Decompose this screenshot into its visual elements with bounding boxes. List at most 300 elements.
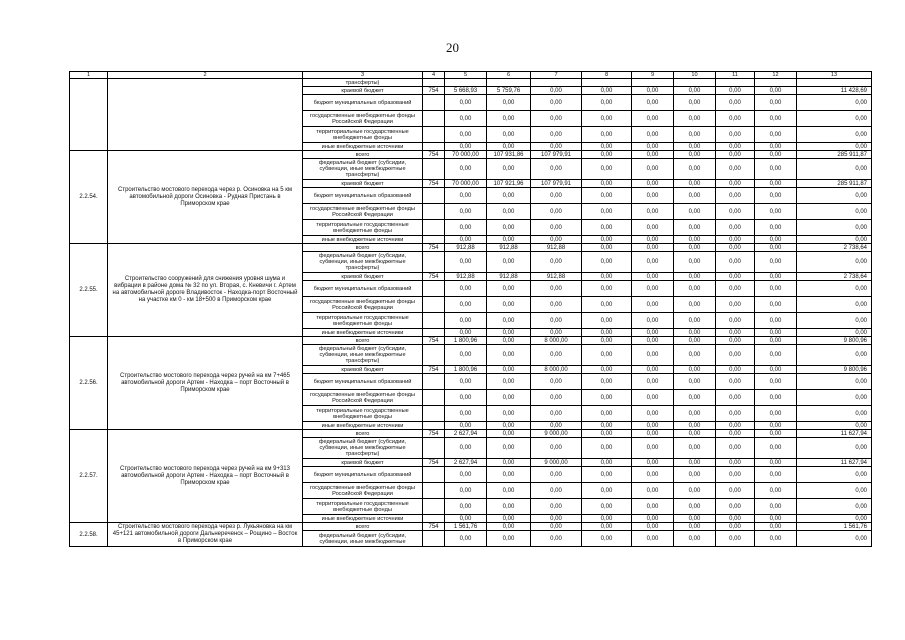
year-value-cell: 0,00 [632, 220, 674, 236]
year-value-cell: 0,00 [755, 87, 797, 95]
table-row [70, 523, 872, 531]
year-value-cell: 0,00 [632, 499, 674, 515]
year-value-cell: 0,00 [487, 499, 531, 515]
column-header: 6 [487, 72, 531, 79]
year-value-cell: 0,00 [674, 297, 716, 313]
year-value-cell: 9 000,00 [531, 430, 582, 438]
funding-source-cell: краевой бюджет [303, 366, 423, 374]
year-value-cell: 0,00 [755, 422, 797, 430]
year-value-cell: 912,88 [487, 244, 531, 252]
year-value-cell: 0,00 [531, 127, 582, 143]
year-value-cell: 0,00 [755, 337, 797, 345]
kbk-cell [423, 188, 445, 204]
column-header: 5 [445, 72, 487, 79]
funding-source-cell: иные внебюджетные источники [303, 422, 423, 430]
year-value-cell: 9 000,00 [531, 459, 582, 467]
year-value-cell: 0,00 [487, 374, 531, 390]
total-cell: 0,00 [797, 499, 872, 515]
year-value-cell: 0,00 [755, 188, 797, 204]
kbk-cell: 754 [423, 87, 445, 95]
year-value-cell: 912,88 [531, 244, 582, 252]
year-value-cell: 0,00 [445, 159, 487, 180]
year-value-cell: 0,00 [716, 143, 755, 151]
kbk-cell [423, 159, 445, 180]
funding-source-cell: территориальные государственные внебюджетные фонды [303, 220, 423, 236]
year-value-cell: 0,00 [531, 406, 582, 422]
year-value-cell [755, 79, 797, 87]
year-value-cell: 0,00 [487, 345, 531, 366]
year-value-cell: 0,00 [487, 329, 531, 337]
year-value-cell: 0,00 [445, 483, 487, 499]
column-header: 7 [531, 72, 582, 79]
funding-source-cell: государственные внебюджетные фонды Российской Федерации [303, 204, 423, 220]
year-value-cell: 0,00 [582, 438, 632, 459]
year-value-cell: 0,00 [674, 374, 716, 390]
year-value-cell: 0,00 [674, 390, 716, 406]
year-value-cell: 0,00 [755, 204, 797, 220]
year-value-cell: 0,00 [445, 390, 487, 406]
year-value-cell: 0,00 [716, 499, 755, 515]
year-value-cell: 0,00 [755, 151, 797, 159]
kbk-cell [423, 438, 445, 459]
year-value-cell: 0,00 [632, 180, 674, 188]
year-value-cell: 107 931,86 [487, 151, 531, 159]
year-value-cell: 0,00 [582, 159, 632, 180]
measure-name-cell: Строительство мостового перехода через р. Осиновка на 5 км автомобильной дороги Осиновка - Рудная Пристань в Приморском крае [108, 151, 303, 244]
year-value-cell: 0,00 [445, 422, 487, 430]
year-value-cell: 0,00 [445, 313, 487, 329]
kbk-cell [423, 313, 445, 329]
year-value-cell: 0,00 [632, 374, 674, 390]
total-cell: 11 627,94 [797, 459, 872, 467]
year-value-cell: 0,00 [445, 374, 487, 390]
year-value-cell: 0,00 [582, 374, 632, 390]
year-value-cell: 0,00 [445, 467, 487, 483]
measure-code-cell: 2.2.54. [70, 151, 108, 244]
year-value-cell: 0,00 [582, 236, 632, 244]
kbk-cell: 754 [423, 523, 445, 531]
year-value-cell: 0,00 [487, 204, 531, 220]
year-value-cell: 0,00 [487, 483, 531, 499]
year-value-cell: 0,00 [674, 273, 716, 281]
total-cell: 0,00 [797, 374, 872, 390]
funding-source-cell: иные внебюджетные источники [303, 515, 423, 523]
table-row [70, 151, 872, 159]
year-value-cell: 0,00 [632, 329, 674, 337]
year-value-cell: 0,00 [674, 281, 716, 297]
year-value-cell: 0,00 [582, 87, 632, 95]
column-header: 13 [797, 72, 872, 79]
year-value-cell: 0,00 [445, 345, 487, 366]
funding-source-cell: территориальные государственные внебюджетные фонды [303, 406, 423, 422]
year-value-cell: 0,00 [674, 523, 716, 531]
year-value-cell: 0,00 [445, 515, 487, 523]
year-value-cell: 0,00 [716, 459, 755, 467]
year-value-cell: 0,00 [582, 297, 632, 313]
year-value-cell: 0,00 [582, 467, 632, 483]
year-value-cell: 0,00 [632, 281, 674, 297]
year-value-cell: 0,00 [487, 313, 531, 329]
year-value-cell: 0,00 [755, 406, 797, 422]
year-value-cell: 0,00 [445, 297, 487, 313]
year-value-cell: 0,00 [674, 180, 716, 188]
year-value-cell: 0,00 [755, 143, 797, 151]
year-value-cell: 0,00 [716, 204, 755, 220]
year-value-cell: 0,00 [531, 313, 582, 329]
column-header: 1 [70, 72, 108, 79]
year-value-cell: 0,00 [582, 329, 632, 337]
year-value-cell: 0,00 [582, 180, 632, 188]
total-cell: 0,00 [797, 204, 872, 220]
year-value-cell: 0,00 [716, 422, 755, 430]
year-value-cell: 0,00 [531, 345, 582, 366]
year-value-cell: 0,00 [755, 459, 797, 467]
table-row [70, 79, 872, 87]
total-cell [797, 79, 872, 87]
year-value-cell: 0,00 [582, 422, 632, 430]
year-value-cell: 0,00 [582, 531, 632, 547]
year-value-cell: 0,00 [674, 313, 716, 329]
year-value-cell: 0,00 [531, 297, 582, 313]
table-row [70, 244, 872, 252]
year-value-cell: 0,00 [582, 390, 632, 406]
header-row [70, 72, 872, 79]
total-cell: 0,00 [797, 252, 872, 273]
year-value-cell: 0,00 [531, 159, 582, 180]
total-cell: 11 428,69 [797, 87, 872, 95]
kbk-cell [423, 406, 445, 422]
total-cell: 0,00 [797, 159, 872, 180]
year-value-cell: 0,00 [632, 345, 674, 366]
year-value-cell: 0,00 [487, 366, 531, 374]
kbk-cell [423, 515, 445, 523]
total-cell: 9 800,96 [797, 337, 872, 345]
year-value-cell: 0,00 [674, 422, 716, 430]
year-value-cell: 0,00 [755, 438, 797, 459]
year-value-cell: 0,00 [632, 188, 674, 204]
year-value-cell: 1 800,96 [445, 366, 487, 374]
year-value-cell: 0,00 [755, 252, 797, 273]
kbk-cell [423, 467, 445, 483]
total-cell: 0,00 [797, 188, 872, 204]
year-value-cell: 0,00 [582, 499, 632, 515]
year-value-cell: 0,00 [487, 531, 531, 547]
year-value-cell: 0,00 [755, 159, 797, 180]
year-value-cell: 0,00 [674, 459, 716, 467]
year-value-cell: 0,00 [755, 180, 797, 188]
year-value-cell: 912,88 [445, 244, 487, 252]
year-value-cell: 0,00 [674, 111, 716, 127]
year-value-cell: 0,00 [716, 515, 755, 523]
kbk-cell [423, 252, 445, 273]
year-value-cell: 0,00 [487, 523, 531, 531]
year-value-cell: 0,00 [531, 531, 582, 547]
year-value-cell: 0,00 [755, 430, 797, 438]
year-value-cell: 1 800,96 [445, 337, 487, 345]
kbk-cell [423, 95, 445, 111]
year-value-cell: 0,00 [674, 87, 716, 95]
year-value-cell: 0,00 [632, 236, 674, 244]
year-value-cell: 0,00 [674, 244, 716, 252]
year-value-cell: 0,00 [531, 188, 582, 204]
year-value-cell [487, 79, 531, 87]
year-value-cell: 0,00 [674, 438, 716, 459]
year-value-cell: 0,00 [487, 159, 531, 180]
funding-source-cell: федеральный бюджет (субсидии, субвенции, иные межбюджетные [303, 531, 423, 547]
year-value-cell: 0,00 [582, 151, 632, 159]
year-value-cell: 2 627,94 [445, 430, 487, 438]
year-value-cell: 0,00 [755, 329, 797, 337]
year-value-cell: 0,00 [716, 430, 755, 438]
year-value-cell: 0,00 [716, 483, 755, 499]
column-header: 4 [423, 72, 445, 79]
measure-name-cell: Строительство сооружений для снижения уровня шума и вибрации в районе дома № 32 по ул. Вторая, с. Кневичи г. Артем на автомобильной дороге Владивосток - Находка-порт Восточный на участке км 0 - км 18+500 в Приморском крае [108, 244, 303, 337]
year-value-cell: 0,00 [632, 297, 674, 313]
kbk-cell [423, 345, 445, 366]
year-value-cell: 0,00 [632, 438, 674, 459]
table-row [70, 337, 872, 345]
total-cell: 0,00 [797, 467, 872, 483]
year-value-cell: 0,00 [487, 127, 531, 143]
year-value-cell: 0,00 [716, 87, 755, 95]
kbk-cell [423, 143, 445, 151]
year-value-cell: 0,00 [632, 515, 674, 523]
year-value-cell: 0,00 [674, 127, 716, 143]
year-value-cell: 107 979,91 [531, 180, 582, 188]
year-value-cell: 0,00 [716, 127, 755, 143]
year-value-cell: 0,00 [632, 313, 674, 329]
year-value-cell: 0,00 [674, 188, 716, 204]
funding-source-cell: федеральный бюджет (субсидии, субвенции, иные межбюджетные трансферты) [303, 345, 423, 366]
year-value-cell: 0,00 [445, 406, 487, 422]
year-value-cell: 0,00 [755, 313, 797, 329]
kbk-cell [423, 422, 445, 430]
total-cell: 0,00 [797, 127, 872, 143]
year-value-cell: 0,00 [531, 438, 582, 459]
year-value-cell: 912,88 [531, 273, 582, 281]
kbk-cell [423, 329, 445, 337]
year-value-cell: 0,00 [755, 297, 797, 313]
column-header: 12 [755, 72, 797, 79]
measure-name-cell: Строительство мостового перехода через ручей на км 7+465 автомобильной дороги Артем - Находка – порт Восточный в Приморском крае [108, 337, 303, 430]
year-value-cell [674, 79, 716, 87]
total-cell: 285 911,87 [797, 151, 872, 159]
funding-source-cell: бюджет муниципальных образований [303, 467, 423, 483]
year-value-cell: 0,00 [716, 467, 755, 483]
year-value-cell: 0,00 [716, 329, 755, 337]
kbk-cell [423, 499, 445, 515]
total-cell: 0,00 [797, 313, 872, 329]
year-value-cell: 0,00 [445, 531, 487, 547]
year-value-cell: 0,00 [632, 127, 674, 143]
funding-source-cell: краевой бюджет [303, 273, 423, 281]
year-value-cell: 0,00 [582, 515, 632, 523]
total-cell: 2 738,64 [797, 244, 872, 252]
year-value-cell: 2 627,94 [445, 459, 487, 467]
year-value-cell: 0,00 [674, 467, 716, 483]
year-value-cell: 1 561,76 [445, 523, 487, 531]
year-value-cell: 0,00 [582, 95, 632, 111]
kbk-cell [423, 236, 445, 244]
year-value-cell: 0,00 [445, 188, 487, 204]
year-value-cell: 0,00 [632, 531, 674, 547]
funding-source-cell: территориальные государственные внебюджетные фонды [303, 313, 423, 329]
year-value-cell: 5 668,93 [445, 87, 487, 95]
year-value-cell: 0,00 [716, 220, 755, 236]
funding-source-cell: государственные внебюджетные фонды Российской Федерации [303, 297, 423, 313]
measure-name-cell [108, 79, 303, 151]
year-value-cell: 0,00 [445, 281, 487, 297]
year-value-cell: 0,00 [755, 111, 797, 127]
total-cell: 0,00 [797, 220, 872, 236]
year-value-cell: 912,88 [445, 273, 487, 281]
year-value-cell: 0,00 [582, 111, 632, 127]
year-value-cell: 0,00 [674, 204, 716, 220]
year-value-cell: 0,00 [445, 143, 487, 151]
year-value-cell: 0,00 [632, 204, 674, 220]
year-value-cell: 0,00 [632, 467, 674, 483]
year-value-cell: 0,00 [674, 515, 716, 523]
year-value-cell: 0,00 [632, 523, 674, 531]
year-value-cell: 0,00 [487, 515, 531, 523]
funding-source-cell: государственные внебюджетные фонды Российской Федерации [303, 483, 423, 499]
year-value-cell: 0,00 [716, 252, 755, 273]
year-value-cell: 0,00 [487, 390, 531, 406]
measure-name-cell: Строительство мостового перехода через р. Лукьяновка на км 45+121 автомобильной дороги Дальнереченск – Рощино – Восток в Приморском крае [108, 523, 303, 547]
year-value-cell: 0,00 [632, 337, 674, 345]
funding-source-cell: трансферты) [303, 79, 423, 87]
year-value-cell: 0,00 [531, 467, 582, 483]
year-value-cell: 0,00 [531, 252, 582, 273]
year-value-cell: 0,00 [716, 95, 755, 111]
year-value-cell: 0,00 [582, 204, 632, 220]
budget-table [69, 71, 872, 547]
year-value-cell: 0,00 [531, 236, 582, 244]
column-header: 10 [674, 72, 716, 79]
year-value-cell: 0,00 [674, 531, 716, 547]
year-value-cell: 0,00 [445, 95, 487, 111]
year-value-cell: 0,00 [716, 531, 755, 547]
year-value-cell: 0,00 [632, 252, 674, 273]
kbk-cell: 754 [423, 273, 445, 281]
funding-source-cell: бюджет муниципальных образований [303, 281, 423, 297]
year-value-cell: 0,00 [531, 483, 582, 499]
kbk-cell [423, 531, 445, 547]
year-value-cell: 0,00 [674, 236, 716, 244]
year-value-cell: 0,00 [487, 95, 531, 111]
total-cell: 0,00 [797, 111, 872, 127]
year-value-cell: 0,00 [632, 159, 674, 180]
year-value-cell: 0,00 [487, 297, 531, 313]
year-value-cell: 0,00 [716, 438, 755, 459]
kbk-cell [423, 297, 445, 313]
year-value-cell: 0,00 [531, 143, 582, 151]
year-value-cell: 0,00 [755, 483, 797, 499]
year-value-cell: 0,00 [582, 244, 632, 252]
year-value-cell: 0,00 [674, 143, 716, 151]
year-value-cell: 0,00 [674, 337, 716, 345]
measure-code-cell: 2.2.58. [70, 523, 108, 547]
year-value-cell: 0,00 [531, 111, 582, 127]
year-value-cell: 0,00 [632, 459, 674, 467]
funding-source-cell: федеральный бюджет (субсидии, субвенции, иные межбюджетные трансферты) [303, 438, 423, 459]
total-cell: 0,00 [797, 531, 872, 547]
year-value-cell: 107 979,91 [531, 151, 582, 159]
total-cell: 0,00 [797, 438, 872, 459]
year-value-cell: 0,00 [755, 236, 797, 244]
year-value-cell: 912,88 [487, 273, 531, 281]
year-value-cell: 0,00 [755, 499, 797, 515]
year-value-cell: 0,00 [674, 345, 716, 366]
year-value-cell: 0,00 [582, 459, 632, 467]
kbk-cell [423, 220, 445, 236]
kbk-cell: 754 [423, 337, 445, 345]
funding-source-cell: иные внебюджетные источники [303, 236, 423, 244]
funding-source-cell: всего [303, 523, 423, 531]
year-value-cell: 0,00 [632, 111, 674, 127]
kbk-cell [423, 127, 445, 143]
year-value-cell: 0,00 [487, 281, 531, 297]
year-value-cell: 0,00 [487, 459, 531, 467]
year-value-cell: 70 000,00 [445, 180, 487, 188]
total-cell: 0,00 [797, 236, 872, 244]
year-value-cell: 0,00 [755, 273, 797, 281]
year-value-cell: 0,00 [445, 329, 487, 337]
year-value-cell: 0,00 [582, 313, 632, 329]
funding-source-cell: всего [303, 151, 423, 159]
year-value-cell: 0,00 [582, 366, 632, 374]
page-number: 20 [446, 40, 459, 55]
year-value-cell: 0,00 [674, 366, 716, 374]
year-value-cell [632, 79, 674, 87]
kbk-cell: 754 [423, 180, 445, 188]
year-value-cell: 0,00 [674, 252, 716, 273]
year-value-cell: 8 000,00 [531, 337, 582, 345]
year-value-cell: 0,00 [582, 406, 632, 422]
funding-source-cell: территориальные государственные внебюджетные фонды [303, 127, 423, 143]
funding-source-cell: краевой бюджет [303, 459, 423, 467]
total-cell: 0,00 [797, 281, 872, 297]
funding-source-cell: бюджет муниципальных образований [303, 95, 423, 111]
year-value-cell: 0,00 [674, 151, 716, 159]
year-value-cell: 0,00 [582, 188, 632, 204]
total-cell: 285 911,87 [797, 180, 872, 188]
year-value-cell: 0,00 [531, 499, 582, 515]
year-value-cell: 0,00 [531, 220, 582, 236]
year-value-cell: 0,00 [531, 281, 582, 297]
funding-source-cell: бюджет муниципальных образований [303, 374, 423, 390]
kbk-cell [423, 79, 445, 87]
kbk-cell: 754 [423, 244, 445, 252]
year-value-cell: 0,00 [487, 430, 531, 438]
year-value-cell: 0,00 [582, 281, 632, 297]
year-value-cell: 0,00 [716, 374, 755, 390]
column-header: 3 [303, 72, 423, 79]
year-value-cell: 0,00 [445, 127, 487, 143]
year-value-cell: 5 759,76 [487, 87, 531, 95]
total-cell: 0,00 [797, 483, 872, 499]
year-value-cell: 0,00 [445, 438, 487, 459]
year-value-cell: 0,00 [632, 87, 674, 95]
year-value-cell: 0,00 [632, 95, 674, 111]
total-cell: 9 800,96 [797, 366, 872, 374]
kbk-cell [423, 390, 445, 406]
column-header: 9 [632, 72, 674, 79]
year-value-cell: 0,00 [487, 188, 531, 204]
year-value-cell: 0,00 [674, 329, 716, 337]
measure-code-cell: 2.2.56. [70, 337, 108, 430]
year-value-cell: 0,00 [531, 329, 582, 337]
